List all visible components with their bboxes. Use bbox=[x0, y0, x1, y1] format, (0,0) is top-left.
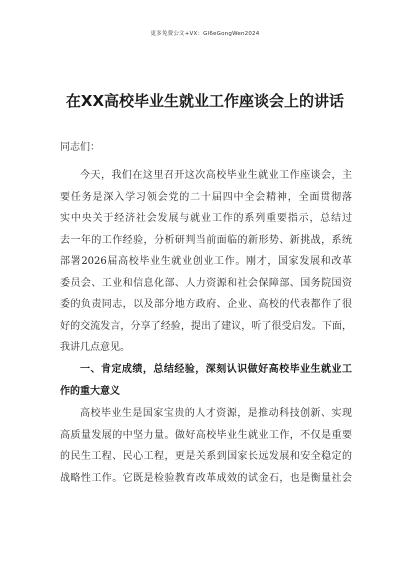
paragraph-line: 要任务是深入学习领会党的二十届四中全会精神，全面贯彻落 bbox=[60, 191, 352, 203]
paragraph-line: 委的负责同志，以及部分地方政府、企业、高校的代表都作了很 bbox=[60, 299, 352, 310]
heading-line: 一、肯定成绩，总结经验，深刻认识做好高校毕业生就业工 bbox=[80, 364, 352, 375]
paragraph-line: 委员会、工业和信息化部、人力资源和社会保障部、国务院国资 bbox=[60, 277, 352, 289]
paragraph-line: 部署2026届高校毕业生就业创业工作。刚才，国家发展和改革 bbox=[60, 256, 352, 267]
paragraph-line: 高校毕业生是国家宝贵的人才资源，是推动科技创新、实现 bbox=[80, 408, 352, 419]
paragraph-1 bbox=[60, 165, 352, 359]
paragraph-line: 去一年的工作经验，分析研判当前面临的新形势、新挑战，系统 bbox=[60, 234, 352, 246]
greeting: 同志们： bbox=[60, 142, 100, 153]
section-1-heading bbox=[60, 359, 352, 402]
paragraph-line: 实中央关于经济社会发展与就业工作的系列重要指示，总结过 bbox=[60, 213, 352, 224]
document-title: 在XX高校毕业生就业工作座谈会上的讲话 bbox=[65, 92, 345, 110]
paragraph-2 bbox=[60, 403, 352, 489]
paragraph-line: 我讲几点意见。 bbox=[60, 342, 130, 353]
paragraph-line: 今天，我们在这里召开这次高校毕业生就业工作座谈会，主 bbox=[80, 170, 352, 181]
paragraph-line: 好的交流发言，分享了经验，提出了建议，听了很受启发。下面， bbox=[60, 320, 352, 332]
heading-line: 作的重大意义 bbox=[60, 385, 120, 397]
paragraph-line: 高质量发展的中坚力量。做好高校毕业生就业工作，不仅是重要 bbox=[60, 429, 352, 441]
paragraph-line: 战略性工作。它既是检验教育改革成效的试金石，也是衡量社会 bbox=[60, 472, 352, 484]
paragraph-line: 的民生工程、民心工程，更是关系到国家长远发展和安全稳定的 bbox=[60, 451, 352, 462]
header-note: 更多免费公文+VX：Gl6eGongWen2024 bbox=[150, 31, 260, 37]
